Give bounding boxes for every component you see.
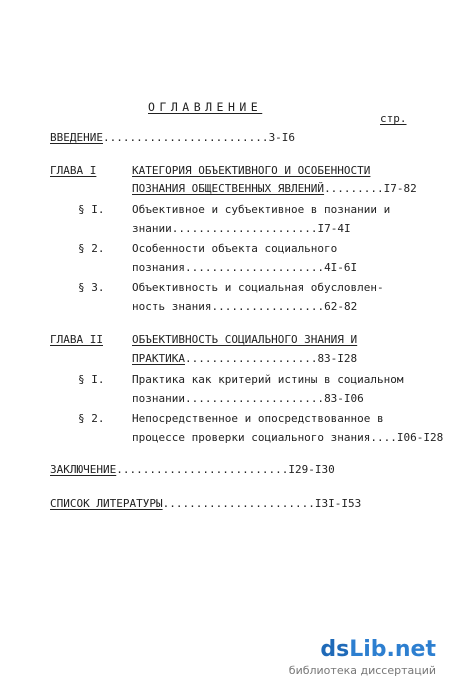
toc-entry-introduction[interactable] [50, 131, 295, 145]
conclusion-label: ЗАКЛЮЧЕНИЕ [50, 463, 117, 476]
section-2-1-title-line1[interactable]: Практика как критерий истины в социальном [132, 373, 404, 386]
section-2-1-pages: 83-I06 [324, 392, 364, 405]
section-1-3-leader-dots: ................. [211, 300, 325, 313]
introduction-label: ВВЕДЕНИЕ [50, 131, 103, 144]
section-1-3-title-line1[interactable]: Объективность и социальная обусловлен- [132, 281, 384, 294]
section-2-2-title-line2-text: процессе проверки социального знания [132, 431, 371, 444]
section-1-2-title-line1[interactable]: Особенности объекта социального [132, 242, 338, 255]
dslib-logo-lib: Lib [349, 637, 387, 662]
section-2-2-leader-dots: .... [370, 431, 397, 444]
section-1-1-title-line2-text: знании [132, 222, 172, 235]
bibliography-leader-dots: ....................... [162, 497, 315, 510]
conclusion-pages: I29-I30 [288, 463, 335, 476]
dslib-logo-ds: ds [320, 637, 350, 662]
section-1-2-title-line2-text: познания [132, 261, 185, 274]
introduction-pages: 3-I6 [268, 131, 296, 144]
chapter-2-title-line2-text: ПРАКТИКА [132, 352, 185, 365]
chapter-2-title-line2[interactable] [132, 352, 357, 366]
section-1-2-number: § 2. [78, 242, 105, 255]
section-2-1-leader-dots: ..................... [184, 392, 325, 405]
dslib-logo [289, 638, 436, 662]
section-1-3-title-line2[interactable] [132, 300, 357, 314]
dslib-logo-net: .net [386, 637, 436, 662]
chapter-1-label: ГЛАВА I [50, 164, 97, 177]
section-1-1-number: § I. [78, 203, 105, 216]
bibliography-pages: I3I-I53 [314, 497, 362, 510]
chapter-2-label: ГЛАВА II [50, 333, 103, 346]
section-1-1-title-line2[interactable] [132, 222, 351, 236]
chapter-1-title-line2-text: ПОЗНАНИЯ ОБЩЕСТВЕННЫХ ЯВЛЕНИЙ [132, 182, 325, 195]
chapter-1-title-line1[interactable]: КАТЕГОРИЯ ОБЪЕКТИВНОГО И ОСОБЕННОСТИ [132, 164, 371, 177]
page-column-label: стр. [380, 112, 407, 125]
section-1-1-title-line1[interactable]: Объективное и субъективное в познании и [132, 203, 391, 216]
section-2-1-title-line2-text: познании [132, 392, 185, 405]
chapter-2-pages: 83-I28 [317, 352, 358, 365]
chapter-2-title-line1[interactable]: ОБЪЕКТИВНОСТЬ СОЦИАЛЬНОГО ЗНАНИЯ И [132, 333, 358, 346]
section-1-2-pages: 4I-6I [324, 261, 358, 274]
section-1-3-title-line2-text: ность знания [132, 300, 212, 313]
toc-entry-bibliography[interactable] [50, 497, 361, 511]
dslib-watermark [289, 638, 436, 677]
chapter-2-leader-dots: .................... [184, 352, 318, 365]
section-2-2-number: § 2. [78, 412, 105, 425]
section-1-2-leader-dots: ..................... [184, 261, 325, 274]
section-1-1-pages: I7-4I [317, 222, 351, 235]
toc-entry-conclusion[interactable] [50, 463, 335, 477]
section-2-2-pages: I06-I28 [396, 431, 444, 444]
conclusion-leader-dots: .......................... [116, 463, 289, 476]
section-1-1-leader-dots: ...................... [171, 222, 318, 235]
section-2-1-title-line2[interactable] [132, 392, 364, 406]
section-1-3-pages: 62-82 [324, 300, 358, 313]
chapter-1-leader-dots: ......... [324, 182, 384, 195]
section-2-2-title-line1[interactable]: Непосредственное и опосредствованное в [132, 412, 384, 425]
section-2-2-title-line2[interactable] [132, 431, 443, 445]
section-1-3-number: § 3. [78, 281, 105, 294]
section-1-2-title-line2[interactable] [132, 261, 357, 275]
bibliography-label: СПИСОК ЛИТЕРАТУРЫ [50, 497, 163, 510]
dslib-subtitle: библиотека диссертаций [288, 664, 436, 677]
chapter-1-title-line2[interactable] [132, 182, 417, 196]
introduction-leader-dots: ......................... [102, 131, 269, 144]
chapter-1-pages: I7-82 [383, 182, 417, 195]
section-2-1-number: § I. [78, 373, 105, 386]
toc-title: ОГЛАВЛЕНИЕ [148, 100, 263, 114]
